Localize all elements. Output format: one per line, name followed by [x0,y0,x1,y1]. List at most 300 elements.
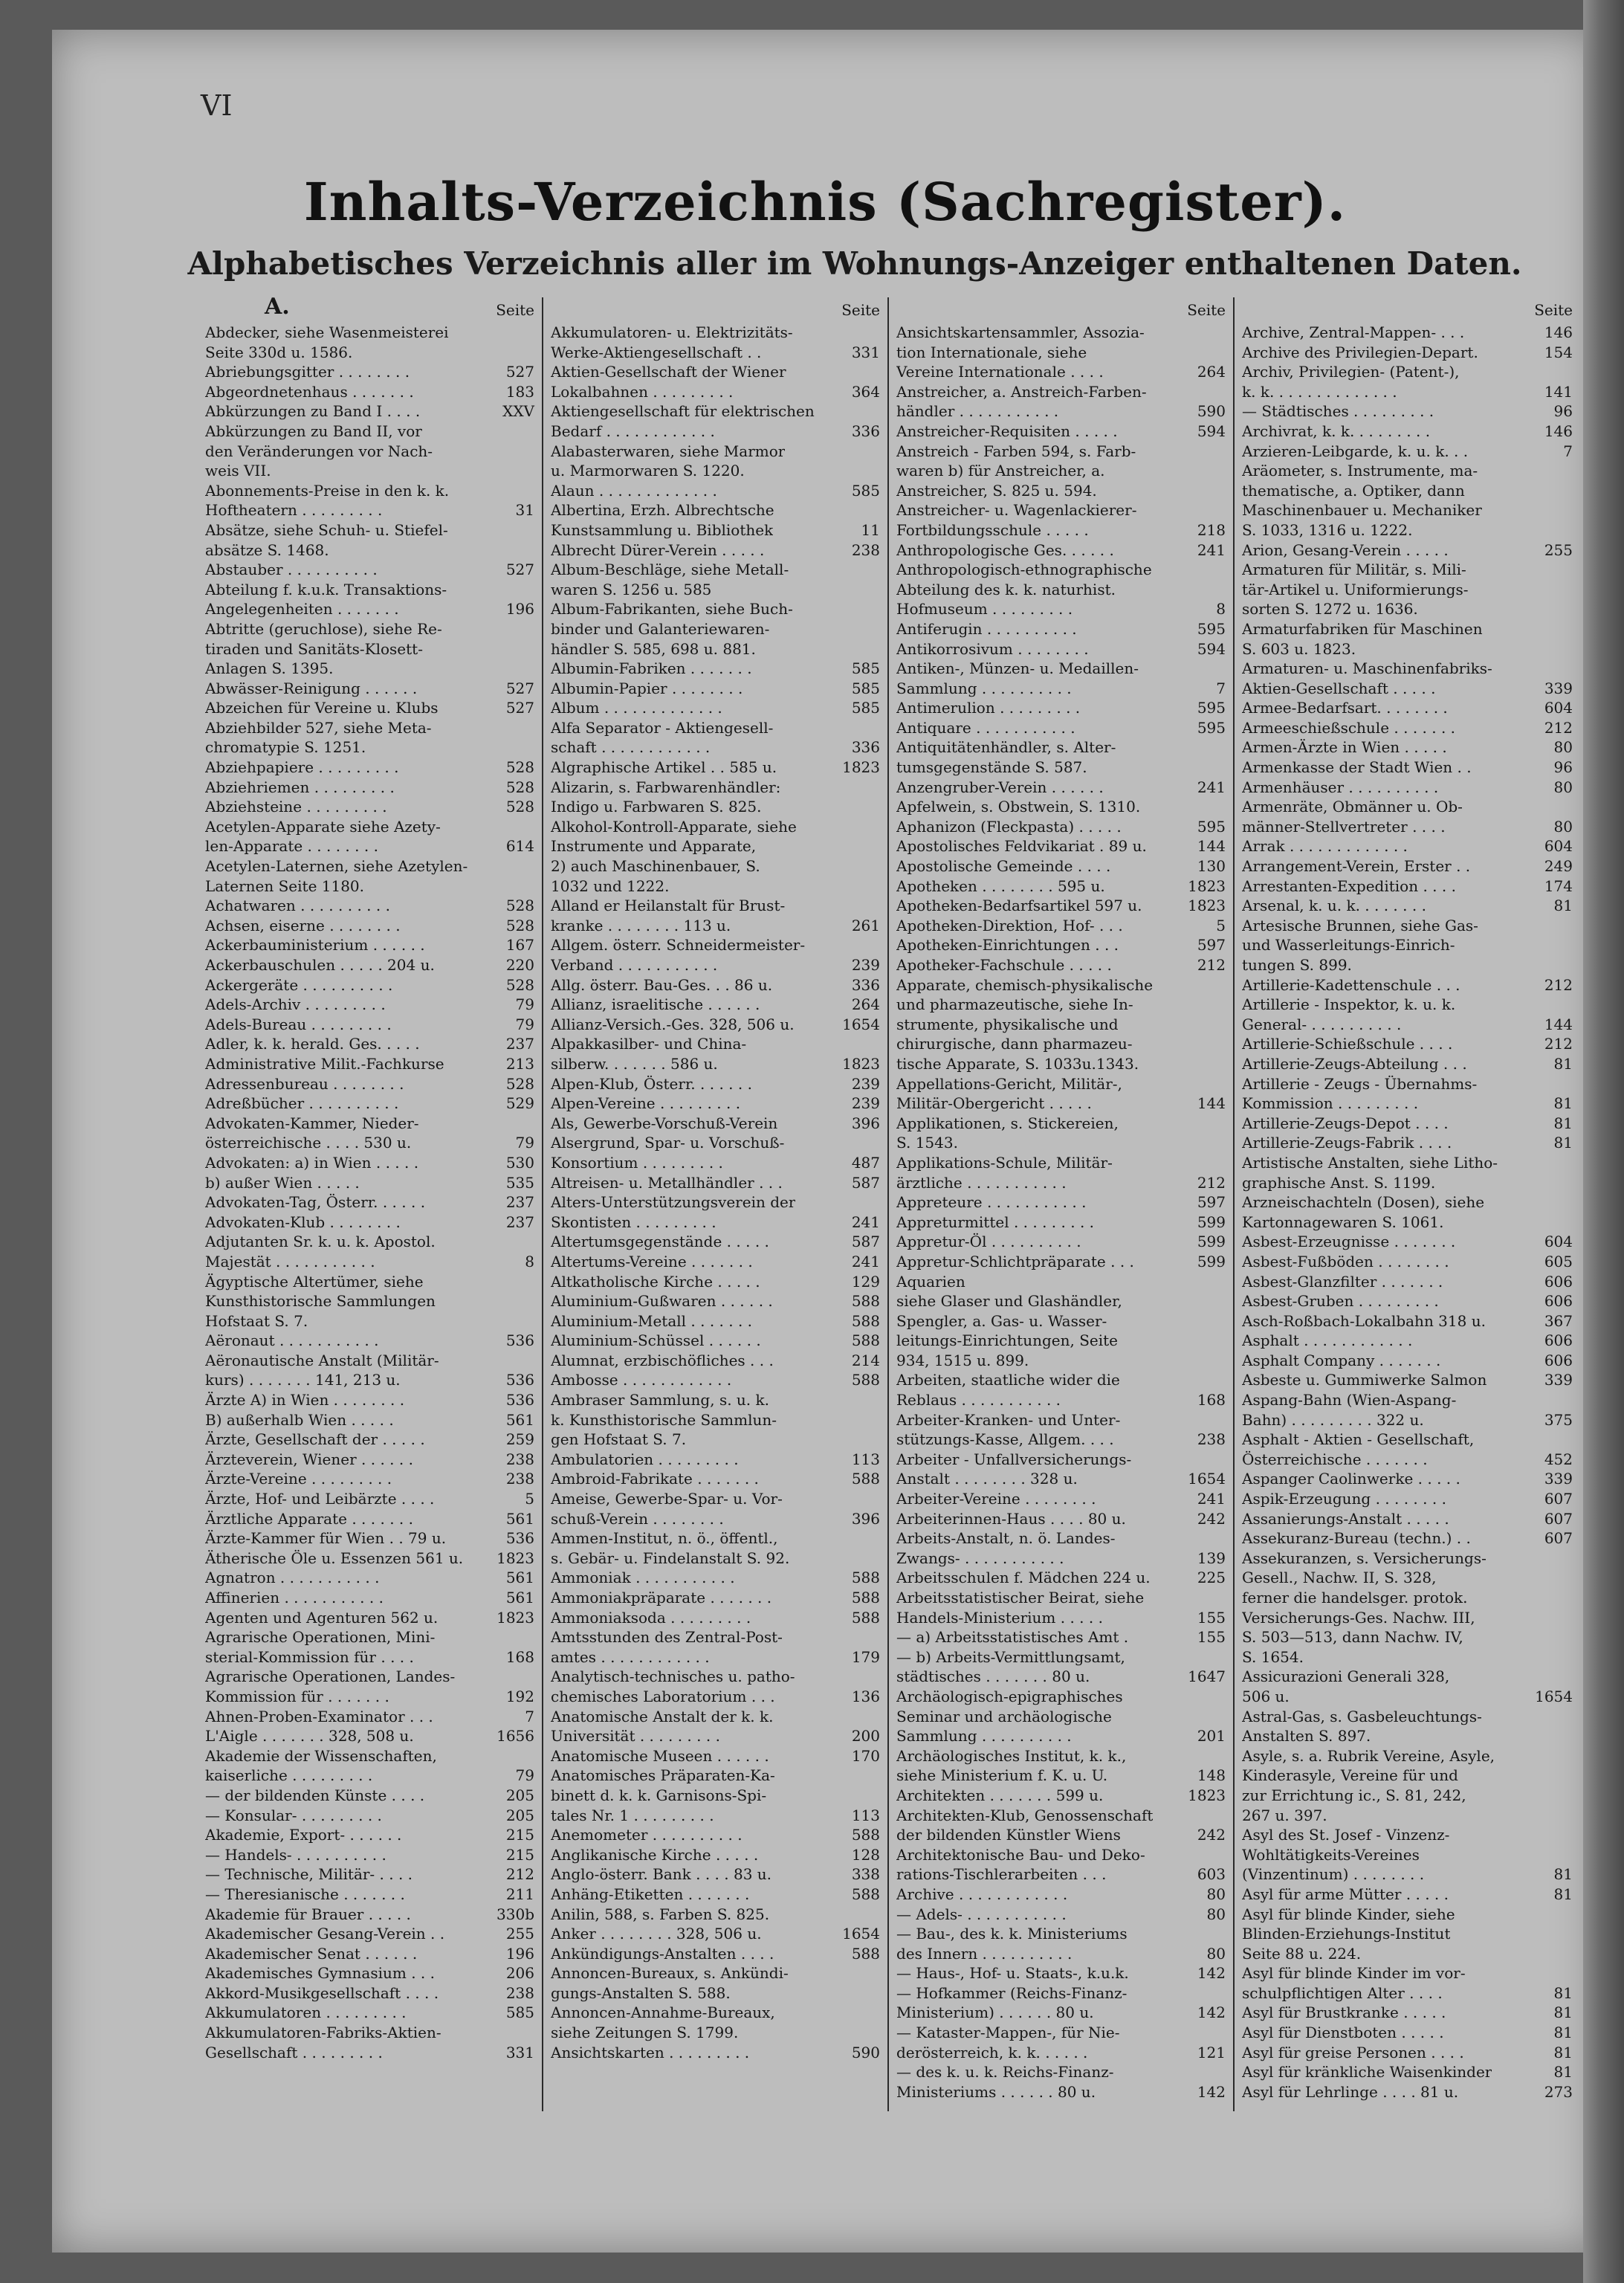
index-entry [1242,1015,1573,1035]
entry-page: 81 [1553,2063,1573,2082]
index-entry [896,1568,1226,1588]
entry-term: — Haus-, Hof- u. Staats-, k.u.k. [896,1964,1129,1983]
entry-page [528,520,534,540]
entry-term: Apfelwein, s. Obstwein, S. 1310. [896,798,1141,816]
index-entry [896,382,1226,402]
entry-page: 8 [525,1252,534,1270]
index-entry [205,1528,534,1549]
index-entry [205,560,534,580]
index-entry [205,1133,534,1153]
entry-term: Arbeitsschulen f. Mädchen 224 u. [896,1569,1151,1587]
entry-page: 339 [1544,679,1573,697]
entry-page [1220,1291,1226,1311]
index-entry [1242,1390,1573,1410]
entry-page: 81 [1553,2003,1573,2022]
entry-page: 225 [1197,1569,1226,1587]
entry-term: — Theresianische . . . . . . . [205,1885,405,1903]
entry-term: tische Apparate, S. 1033u.1343. [896,1054,1139,1073]
entry-page [528,639,534,659]
index-entry [1242,935,1573,955]
entry-page: 452 [1544,1450,1573,1468]
entry-term: Abziehriemen . . . . . . . . . [205,778,395,796]
entry-page [1220,737,1226,758]
entry-page: 536 [505,1391,534,1409]
entry-page [528,1114,534,1134]
entry-term: Asyle, s. a. Rubrik Vereine, Asyle, [1242,1746,1495,1765]
index-entry [205,1845,534,1865]
entry-page [1567,1390,1573,1410]
entry-page: 146 [1544,422,1573,440]
index-entry [205,323,534,343]
index-entry [205,1746,534,1766]
entry-term: Arzieren-Leibgarde, k. u. k. . . [1242,442,1469,460]
entry-page [1567,461,1573,481]
index-entry [896,1726,1226,1746]
entry-term: Architekten . . . . . . . 599 u. [896,1786,1104,1804]
entry-page [1220,1687,1226,1707]
index-entry [205,1627,534,1647]
entry-page: 79 [515,1015,534,1033]
index-entry [1242,1094,1573,1114]
index-entry [205,1272,534,1292]
entry-page [1567,362,1573,382]
entry-term: Assanierungs-Anstalt . . . . . [1242,1509,1449,1528]
entry-term: Hofstaat S. 7. [205,1311,308,1330]
entry-page: 255 [1544,540,1573,559]
entry-page [1220,1272,1226,1292]
entry-page: 237 [505,1212,534,1231]
entry-page: 561 [505,1569,534,1587]
entry-term: Anthropologisch-ethnographische [896,561,1152,579]
index-entry [1242,1726,1573,1746]
index-entry [1242,1252,1573,1272]
entry-term: Abstauber . . . . . . . . . . [205,561,378,579]
entry-term: Armaturen für Militär, s. Mili- [1242,561,1466,579]
index-entry [1242,1687,1573,1707]
entry-term: kranke . . . . . . . . 113 u. [551,916,731,934]
section-letter: A. [265,297,290,320]
index-entry [205,1054,534,1074]
entry-page: 590 [851,2043,880,2061]
index-entry [551,896,880,916]
index-entry [896,1766,1226,1786]
index-entry [205,1608,534,1628]
entry-page [874,580,880,600]
entry-term: Ackerbauministerium . . . . . . [205,936,425,955]
index-entry [896,1351,1226,1371]
entry-term: sterial-Kommission für . . . . [205,1647,414,1666]
entry-page [528,442,534,462]
entry-term: Ammoniaksoda . . . . . . . . . [551,1608,751,1627]
index-column-2 [543,297,889,2111]
entry-page: 604 [1544,837,1573,856]
entry-term: 1032 und 1222. [551,876,670,895]
entry-page [874,1034,880,1054]
entry-term: Anstreicher- u. Wagenlackierer- [896,501,1137,520]
index-entry [896,916,1226,936]
index-entry [205,442,534,462]
entry-term: tungen S. 899. [1242,956,1352,974]
index-entry [1242,1212,1573,1233]
entry-term: Aktiengesellschaft für elektrischen [551,402,815,421]
entry-page: 144 [1197,1094,1226,1113]
index-entry [551,1311,880,1331]
entry-page: 215 [505,1845,534,1864]
entry-page: 528 [505,897,534,915]
entry-term: Agenten und Agenturen 562 u. [205,1608,439,1627]
entry-term: Angelegenheiten . . . . . . . [205,600,399,619]
index-entry [551,659,880,679]
entry-page: 527 [505,561,534,579]
entry-page: 604 [1544,1233,1573,1251]
entry-term: Annoncen-Annahme-Bureaux, [551,2003,775,2022]
entry-term: Aquarien [896,1272,965,1291]
entry-page: 597 [1197,936,1226,955]
entry-term: Versicherungs-Ges. Nachw. III, [1242,1608,1475,1627]
entry-term: Archive, Zentral-Mappen- . . . [1242,323,1465,341]
entry-page [874,619,880,639]
entry-term: Ansichtskarten . . . . . . . . . [551,2043,750,2061]
entry-term: Abtritte (geruchlose), siehe Re- [205,619,442,638]
entry-page [528,1627,534,1647]
entry-term: Abwässer-Reinigung . . . . . . [205,679,418,697]
index-entry [896,659,1226,679]
entry-term: Alkohol-Kontroll-Apparate, siehe [551,817,797,836]
entry-page [874,1133,880,1153]
entry-page [1220,1034,1226,1054]
entry-term: Antiken-, Münzen- u. Medaillen- [896,659,1139,678]
entry-term: den Veränderungen vor Nach- [205,442,433,460]
entry-term: Antiquitätenhändler, s. Alter- [896,738,1116,757]
entry-term: Ambroid-Fabrikate . . . . . . . [551,1470,759,1488]
index-entry [896,679,1226,699]
entry-page: 167 [505,936,534,955]
entry-page [1567,1786,1573,1806]
entry-term: chromatypie S. 1251. [205,738,366,757]
entry-page: 130 [1197,857,1226,876]
entry-term: Majestät . . . . . . . . . . . [205,1252,375,1270]
entry-page [874,836,880,856]
entry-term: Adels-Bureau . . . . . . . . . [205,1015,392,1033]
index-entry [1242,2082,1573,2102]
page-column-label: Seite [841,301,880,319]
entry-term: Archäologisch-epigraphisches [896,1687,1123,1705]
index-entry [896,856,1226,876]
entry-page [528,1232,534,1252]
entry-page [1220,1133,1226,1153]
index-entry [205,935,534,955]
index-entry [896,698,1226,718]
entry-page: 561 [505,1410,534,1429]
entry-term: Anhäng-Etiketten . . . . . . . [551,1885,750,1903]
entry-page [874,639,880,659]
entry-page [528,540,534,561]
entry-term: Asbest-Glanzfilter . . . . . . . [1242,1272,1443,1291]
entry-page [1567,1905,1573,1925]
index-entry [1242,1746,1573,1766]
entry-term: und pharmazeutische, siehe In- [896,995,1133,1014]
entry-term: Abziehsteine . . . . . . . . . [205,798,387,816]
entry-page: 588 [851,1608,880,1627]
index-column-4 [1235,297,1580,2111]
entry-term: Apostolisches Feldvikariat . 89 u. [896,837,1147,856]
entry-page [528,1746,534,1766]
entry-term: Albumin-Papier . . . . . . . . [551,679,743,697]
entry-page [1220,442,1226,462]
entry-term: Appreturmittel . . . . . . . . . [896,1212,1095,1231]
entry-page: 128 [851,1845,880,1864]
entry-page [1220,1054,1226,1074]
entry-page: 183 [505,382,534,401]
entry-term: Aluminium-Gußwaren . . . . . . [551,1292,773,1311]
entry-page: 561 [505,1589,534,1607]
entry-term: gungs-Anstalten S. 588. [551,1983,731,2002]
index-entry [1242,698,1573,718]
entry-term: Antiquare . . . . . . . . . . . [896,718,1075,737]
entry-term: Aspang-Bahn (Wien-Aspang- [1242,1391,1457,1409]
entry-page: 7 [1216,679,1226,697]
index-entry [896,955,1226,975]
index-entry [551,1864,880,1885]
entry-term: Armee-Bedarfsart. . . . . . . . [1242,699,1448,717]
index-entry [896,1054,1226,1074]
entry-term: Anzengruber-Verein . . . . . . [896,778,1104,796]
entry-term: Universität . . . . . . . . . [551,1727,720,1746]
entry-page [528,817,534,837]
index-entry [205,975,534,995]
entry-term: Instrumente und Apparate, [551,837,757,856]
index-column-3 [889,297,1235,2111]
entry-term: Alabasterwaren, siehe Marmor [551,442,786,460]
entry-page: 1823 [496,1608,534,1627]
entry-term: Apotheken-Einrichtungen . . . [896,936,1119,955]
entry-page: 237 [505,1035,534,1053]
entry-term: Armaturen- u. Maschinenfabriks- [1242,659,1492,678]
entry-page: 81 [1553,2024,1573,2042]
index-entry [205,1331,534,1351]
entry-term: Asphalt - Aktien - Gesellschaft, [1242,1430,1475,1449]
entry-page: 196 [505,600,534,619]
index-entry [551,975,880,995]
index-entry [205,1153,534,1173]
index-entry [551,619,880,639]
entry-term: Absätze, siehe Schuh- u. Stiefel- [205,520,448,539]
entry-term: Maschinenbauer u. Mechaniker [1242,501,1482,520]
index-entry [896,896,1226,916]
entry-term: Armenhäuser . . . . . . . . . . [1242,778,1439,796]
index-entry [551,1588,880,1608]
entry-page [1220,995,1226,1015]
entry-term: Arrak . . . . . . . . . . . . . [1242,837,1408,856]
index-entry [551,1885,880,1905]
entry-term: Sammlung . . . . . . . . . . [896,679,1072,697]
entry-page [1220,1845,1226,1865]
entry-term: Anlagen S. 1395. [205,659,334,678]
entry-page: 529 [505,1094,534,1113]
index-entry [1242,2003,1573,2023]
entry-page: 259 [505,1430,534,1449]
entry-page [1567,1825,1573,1845]
entry-page [874,856,880,876]
entry-term: Ägyptische Altertümer, siehe [205,1272,424,1291]
entry-page [1567,1212,1573,1233]
entry-page [1567,580,1573,600]
entry-page: 375 [1544,1410,1573,1429]
entry-term: Arbeiterinnen-Haus . . . . 80 u. [896,1509,1126,1528]
entry-term: Artillerie - Inspektor, k. u. k. [1242,995,1456,1014]
index-entry [205,1707,534,1727]
index-entry [1242,1766,1573,1786]
entry-page [1567,481,1573,501]
index-entry [896,1272,1226,1292]
index-entry [205,1034,534,1054]
entry-page [874,1410,880,1430]
entry-page: 1823 [1188,876,1226,895]
index-entry [1242,1034,1573,1054]
index-entry [1242,1173,1573,1193]
index-entry [551,955,880,975]
entry-page [528,876,534,897]
entry-term: kaiserliche . . . . . . . . . [205,1766,373,1785]
entry-term: Allgem. österr. Schneidermeister- [551,936,806,955]
entry-term: Asbest-Gruben . . . . . . . . . [1242,1292,1439,1311]
entry-term: tales Nr. 1 . . . . . . . . . [551,1806,714,1824]
index-entry [551,718,880,738]
entry-term: Archiv, Privilegien- (Patent-), [1242,363,1460,381]
index-entry [1242,1351,1573,1371]
entry-term: und Wasserleitungs-Einrich- [1242,936,1455,955]
index-entry [551,1983,880,2003]
index-entry [1242,442,1573,462]
entry-page: 31 [515,501,534,520]
entry-term: Anatomische Museen . . . . . . [551,1746,769,1765]
entry-term: Lokalbahnen . . . . . . . . . [551,382,734,401]
index-entry [896,442,1226,462]
entry-page: 80 [1553,738,1573,757]
index-entry [1242,2062,1573,2082]
entry-term: Asphalt . . . . . . . . . . . . [1242,1331,1413,1350]
entry-term: Appretur-Öl . . . . . . . . . . [896,1233,1081,1251]
entry-page [1567,500,1573,520]
index-entry [551,679,880,699]
entry-page: 561 [505,1509,534,1528]
index-entry [551,442,880,462]
entry-term: S. 1543. [896,1134,958,1152]
index-entry [205,916,534,936]
index-entry [205,1568,534,1588]
index-entry [1242,1647,1573,1667]
entry-term: Asyl für blinde Kinder im vor- [1242,1964,1466,1983]
index-entry [896,995,1226,1015]
entry-term: — b) Arbeits-Vermittlungsamt, [896,1647,1125,1666]
entry-page: 239 [851,956,880,974]
index-entry [551,1707,880,1727]
entry-page: 396 [851,1509,880,1528]
entry-term: Anglikanische Kirche . . . . . [551,1845,759,1864]
entry-page: 237 [505,1193,534,1212]
index-entry [551,1133,880,1153]
entry-page: 80 [1553,778,1573,796]
index-entry [1242,2023,1573,2043]
index-entry [1242,1825,1573,1845]
index-entry [205,1370,534,1390]
entry-term: Anglo-österr. Bank . . . . 83 u. [551,1865,772,1884]
entry-term: Antiferugin . . . . . . . . . . [896,619,1077,638]
entry-term: amtes . . . . . . . . . . . . [551,1647,710,1666]
entry-term: Ambulatorien . . . . . . . . . [551,1450,739,1468]
entry-page: 588 [851,1311,880,1330]
entry-page [1567,1944,1573,1964]
entry-term: thematische, a. Optiker, dann [1242,481,1465,500]
entry-term: Hoftheatern . . . . . . . . . [205,501,383,520]
entry-term: binett d. k. k. Garnisons-Spi- [551,1786,767,1804]
entry-term: Seite 330d u. 1586. [205,343,353,361]
index-entry [205,599,534,619]
index-entry [1242,1983,1573,2003]
entry-term: Alizarin, s. Farbwarenhändler: [551,778,781,796]
entry-term: Advokaten: a) in Wien . . . . . [205,1153,419,1172]
entry-page: 595 [1197,817,1226,836]
entry-term: s. Gebär- u. Findelanstalt S. 92. [551,1549,790,1567]
entry-term: — des k. u. k. Reichs-Finanz- [896,2063,1114,2082]
entry-page: 241 [851,1252,880,1270]
entry-page: 141 [1544,382,1573,401]
entry-term: Sammlung . . . . . . . . . . [896,1727,1072,1746]
entry-term: Asch-Roßbach-Lokalbahn 318 u. [1242,1311,1486,1330]
entry-term: Appellations-Gericht, Militär-, [896,1074,1122,1093]
entry-term: S. 503—513, dann Nachw. IV, [1242,1628,1463,1647]
entry-term: Bahn) . . . . . . . . . 322 u. [1242,1410,1424,1429]
index-entry [896,323,1226,343]
entry-page: 1823 [496,1549,534,1567]
index-entry [896,1746,1226,1766]
entry-page: 155 [1197,1608,1226,1627]
entry-term: Arion, Gesang-Verein . . . . . [1242,540,1449,559]
index-entry [1242,1291,1573,1311]
entry-page [1220,1015,1226,1035]
entry-page [528,343,534,363]
entry-page: 367 [1544,1311,1573,1330]
index-entry [896,560,1226,580]
index-entry [896,619,1226,639]
entry-term: Analytisch-technisches u. patho- [551,1667,795,1686]
index-entry [205,1588,534,1608]
entry-term: Asyl für Dienstboten . . . . . [1242,2024,1444,2042]
entry-page: 255 [505,1925,534,1943]
entry-page [1567,520,1573,540]
entry-page: 588 [851,1292,880,1311]
index-entry [1242,1331,1573,1351]
page-column-label: Seite [1534,301,1573,319]
entry-term: Spengler, a. Gas- u. Wasser- [896,1311,1107,1330]
entry-term: Verband . . . . . . . . . . . [551,956,718,974]
entry-term: — Handels- . . . . . . . . . . [205,1845,386,1864]
entry-page [1220,1588,1226,1608]
entry-page: 242 [1197,1826,1226,1844]
index-entry [205,718,534,738]
index-entry [205,1864,534,1885]
index-entry [205,1687,534,1707]
entry-page [1567,1074,1573,1094]
index-entry [205,1549,534,1569]
entry-page: 594 [1197,639,1226,658]
entry-term: Alpen-Klub, Österr. . . . . . . [551,1074,752,1093]
index-entry [896,1627,1226,1647]
entry-term: ferner die handelsger. protok. [1242,1589,1468,1607]
index-entry [551,698,880,718]
index-entry [205,679,534,699]
entry-page [1220,1074,1226,1094]
